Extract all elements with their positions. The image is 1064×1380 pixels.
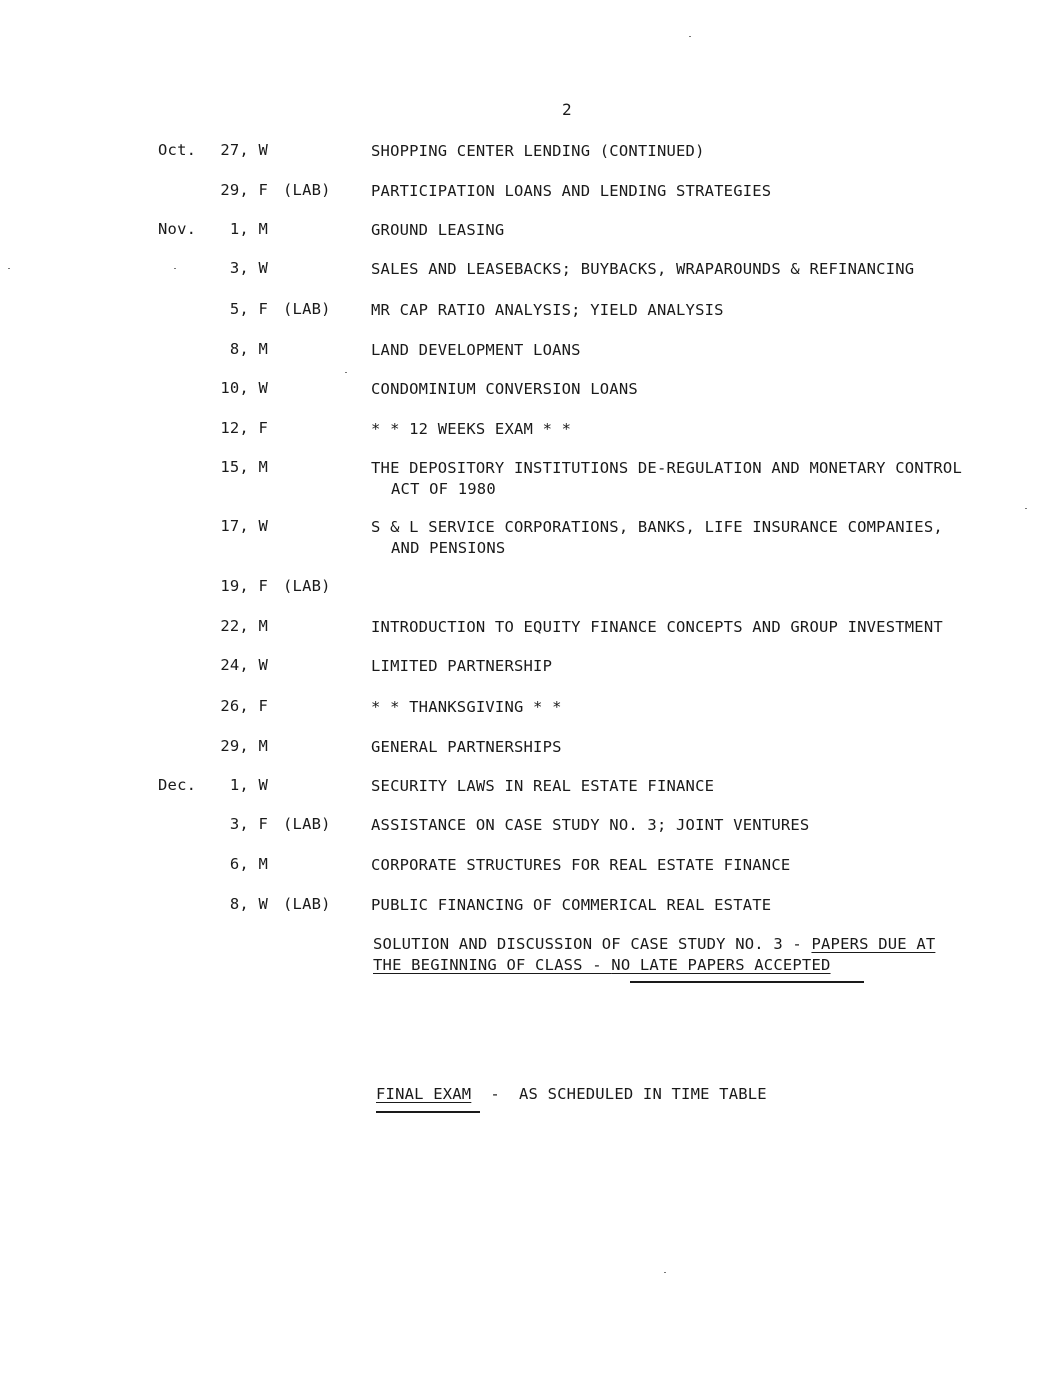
- schedule-row: [0, 300, 1064, 340]
- day-label: 24, W: [220, 656, 268, 674]
- month-label: Oct.: [158, 141, 197, 159]
- topic-line: INTRODUCTION TO EQUITY FINANCE CONCEPTS AND GROUP INVESTMENT: [371, 618, 943, 636]
- topic-text: [371, 697, 1021, 718]
- day-label: 10, W: [220, 379, 268, 397]
- topic-text: [371, 617, 1021, 638]
- final-exam-label: FINAL EXAM: [376, 1085, 472, 1103]
- topic-line: ASSISTANCE ON CASE STUDY NO. 3; JOINT VENTURES: [371, 816, 810, 834]
- topic-text: [371, 259, 1021, 280]
- topic-text: [371, 895, 1021, 916]
- day-label: 3, W: [229, 259, 268, 277]
- day-label: 26, F: [220, 697, 268, 715]
- no-late-papers-double-underline: [630, 981, 864, 983]
- final-exam-double-underline: [376, 1111, 480, 1113]
- scan-speck: [689, 36, 691, 37]
- schedule-row: [0, 895, 1064, 935]
- papers-due-text: PAPERS DUE AT: [811, 935, 936, 953]
- month-label: Nov.: [158, 220, 197, 238]
- topic-text: [371, 815, 1021, 836]
- schedule-row: [0, 517, 1064, 557]
- topic-line: GENERAL PARTNERSHIPS: [371, 738, 562, 756]
- schedule-row: [0, 340, 1064, 380]
- topic-text: [371, 419, 1021, 440]
- topic-line: GROUND LEASING: [371, 221, 505, 239]
- day-label: 15, M: [220, 458, 268, 476]
- day-label: 5, F: [229, 300, 268, 318]
- topic-line: MR CAP RATIO ANALYSIS; YIELD ANALYSIS: [371, 301, 724, 319]
- day-label: 3, F: [229, 815, 268, 833]
- topic-line: S & L SERVICE CORPORATIONS, BANKS, LIFE INSURANCE COMPANIES,: [371, 518, 943, 536]
- topic-continuation-line: AND PENSIONS: [391, 539, 506, 557]
- lab-label: (LAB): [283, 895, 331, 913]
- schedule-row: [0, 141, 1064, 181]
- lab-label: (LAB): [283, 577, 331, 595]
- schedule-row: [0, 220, 1064, 260]
- topic-line: SHOPPING CENTER LENDING (CONTINUED): [371, 142, 705, 160]
- case-study-note-line1: [373, 935, 935, 953]
- day-label: 29, M: [220, 737, 268, 755]
- topic-text: [371, 220, 1021, 241]
- topic-line: LIMITED PARTNERSHIP: [371, 657, 553, 675]
- case-study-note-line2: [373, 956, 831, 974]
- schedule-row: [0, 656, 1064, 696]
- case-study-note-text: SOLUTION AND DISCUSSION OF CASE STUDY NO. 3 -: [373, 935, 812, 953]
- schedule-row: [0, 259, 1064, 299]
- day-label: 12, F: [220, 419, 268, 437]
- topic-line: * * THANKSGIVING * *: [371, 698, 562, 716]
- lab-label: (LAB): [283, 300, 331, 318]
- topic-text: [371, 656, 1021, 677]
- day-label: 19, F: [220, 577, 268, 595]
- beginning-of-class-text: THE BEGINNING OF CLASS -: [373, 956, 612, 974]
- scan-speck: [664, 1272, 666, 1273]
- topic-text: [371, 737, 1021, 758]
- schedule-row: [0, 181, 1064, 221]
- day-label: 27, W: [220, 141, 268, 159]
- schedule-row: [0, 855, 1064, 895]
- day-label: 1, W: [229, 776, 268, 794]
- lab-label: (LAB): [283, 815, 331, 833]
- topic-line: LAND DEVELOPMENT LOANS: [371, 341, 581, 359]
- day-label: 6, M: [229, 855, 268, 873]
- topic-text: [371, 340, 1021, 361]
- day-label: 1, M: [229, 220, 268, 238]
- schedule-row: [0, 458, 1064, 498]
- final-exam-text: AS SCHEDULED IN TIME TABLE: [519, 1085, 767, 1103]
- day-label: 29, F: [220, 181, 268, 199]
- topic-continuation-line: ACT OF 1980: [391, 480, 496, 498]
- case-study-note: [373, 934, 1023, 976]
- topic-text: [371, 141, 1021, 162]
- day-label: 22, M: [220, 617, 268, 635]
- day-label: 17, W: [220, 517, 268, 535]
- schedule-row: [0, 697, 1064, 737]
- topic-text: [371, 855, 1021, 876]
- no-late-papers-text: NO LATE PAPERS ACCEPTED: [611, 956, 831, 974]
- schedule-row: [0, 379, 1064, 419]
- day-label: 8, W: [229, 895, 268, 913]
- page-number: 2: [562, 100, 572, 119]
- topic-line: SALES AND LEASEBACKS; BUYBACKS, WRAPAROUNDS & REFINANCING: [371, 260, 915, 278]
- topic-line: PARTICIPATION LOANS AND LENDING STRATEGIES: [371, 182, 772, 200]
- topic-text: [371, 517, 1021, 559]
- lab-label: (LAB): [283, 181, 331, 199]
- schedule-row: [0, 776, 1064, 816]
- topic-line: * * 12 WEEKS EXAM * *: [371, 420, 572, 438]
- scan-speck: [8, 268, 10, 269]
- topic-line: SECURITY LAWS IN REAL ESTATE FINANCE: [371, 777, 715, 795]
- schedule-row: [0, 815, 1064, 855]
- schedule-row: [0, 419, 1064, 459]
- topic-line: CONDOMINIUM CONVERSION LOANS: [371, 380, 638, 398]
- final-exam-separator: -: [471, 1085, 519, 1103]
- topic-line: THE DEPOSITORY INSTITUTIONS DE-REGULATION AND MONETARY CONTROL: [371, 459, 962, 477]
- month-label: Dec.: [158, 776, 197, 794]
- topic-text: [371, 458, 1021, 500]
- final-exam-line: [376, 1085, 767, 1103]
- schedule-row: [0, 577, 1064, 617]
- day-label: 8, M: [229, 340, 268, 358]
- scan-speck: [345, 372, 347, 373]
- topic-line: PUBLIC FINANCING OF COMMERICAL REAL ESTATE: [371, 896, 772, 914]
- scan-speck: [1025, 508, 1027, 509]
- topic-text: [371, 379, 1021, 400]
- topic-text: [371, 300, 1021, 321]
- schedule-row: [0, 737, 1064, 777]
- topic-line: CORPORATE STRUCTURES FOR REAL ESTATE FINANCE: [371, 856, 791, 874]
- topic-text: [371, 776, 1021, 797]
- topic-text: [371, 181, 1021, 202]
- scan-speck: [174, 268, 176, 269]
- schedule-row: [0, 617, 1064, 657]
